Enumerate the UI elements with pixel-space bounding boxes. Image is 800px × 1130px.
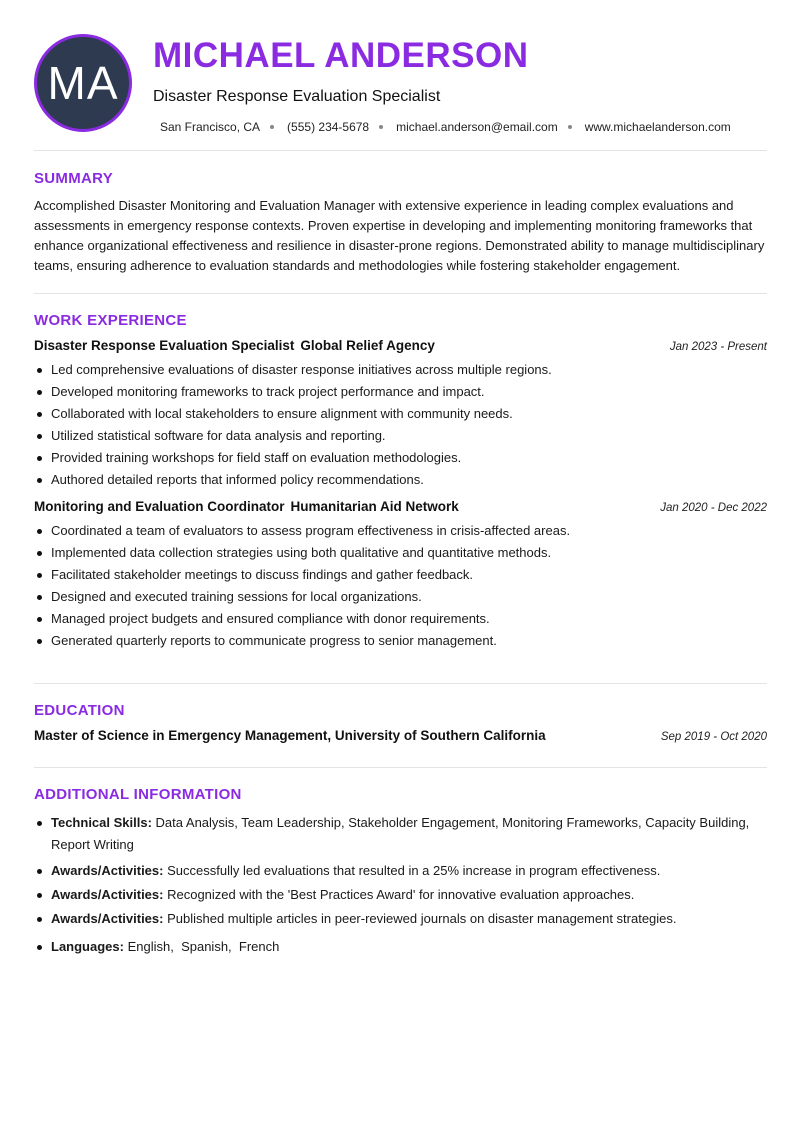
additional-heading: ADDITIONAL INFORMATION: [34, 786, 242, 803]
summary-section: [34, 151, 767, 294]
education-section: [34, 684, 767, 768]
experience-heading: WORK EXPERIENCE: [34, 312, 187, 329]
item-text: Successfully led evaluations that resulted in a 25% increase in program effectiveness.: [167, 863, 661, 878]
education-dates: Sep 2019 - Oct 2020: [660, 731, 767, 743]
list-item: Managed project budgets and ensured compliance with donor requirements.: [34, 608, 767, 630]
contact-website[interactable]: www.michaelanderson.com: [584, 120, 731, 134]
item-label: Languages:: [51, 939, 124, 954]
separator-dot-icon: [568, 125, 572, 129]
job-dates: Jan 2023 - Present: [669, 341, 767, 353]
list-item: [34, 812, 767, 856]
job-role: Monitoring and Evaluation Coordinator: [34, 499, 285, 514]
list-item: Facilitated stakeholder meetings to discuss findings and gather feedback.: [34, 564, 767, 586]
contact-phone: (555) 234-5678: [287, 120, 370, 134]
job-role: Disaster Response Evaluation Specialist: [34, 338, 295, 353]
separator-dot-icon: [270, 125, 274, 129]
additional-section: [34, 768, 767, 958]
job-company: Global Relief Agency: [300, 338, 435, 353]
item-label: Awards/Activities:: [51, 887, 164, 902]
summary-text: Accomplished Disaster Monitoring and Evaluation Manager with extensive experience in leading complex evaluations and assessments in emergency response contexts. Proven expertise in developing and implementing monitoring frameworks that enhance organizational effectiveness and resilience in disaster-prone regions. Demonstrated ability to manage multidisciplinary teams, ensuring adherence to evaluation standards and methodologies while fostering stakeholder engagement.: [34, 198, 765, 273]
avatar-initials: MA: [47, 57, 119, 109]
contact-location: San Francisco, CA: [160, 120, 261, 134]
list-item: Provided training workshops for field staff on evaluation methodologies.: [34, 447, 767, 469]
list-item: Utilized statistical software for data analysis and reporting.: [34, 425, 767, 447]
list-item: Developed monitoring frameworks to track project performance and impact.: [34, 381, 767, 403]
education-entry: [34, 728, 767, 743]
list-item: Coordinated a team of evaluators to assess program effectiveness in crisis-affected areas.: [34, 520, 767, 542]
job-header: [34, 338, 767, 353]
list-item: Collaborated with local stakeholders to ensure alignment with community needs.: [34, 403, 767, 425]
job-header: [34, 499, 767, 514]
item-text: English, Spanish, French: [127, 939, 280, 954]
item-label: Awards/Activities:: [51, 911, 164, 926]
list-item: Authored detailed reports that informed policy recommendations.: [34, 469, 767, 491]
job-dates: Jan 2020 - Dec 2022: [660, 502, 767, 514]
item-text: Published multiple articles in peer-reviewed journals on disaster management strategies.: [167, 911, 677, 926]
list-item: [34, 908, 767, 930]
job-entry: [34, 499, 767, 652]
item-label: Technical Skills:: [51, 815, 152, 830]
contact-bar: [160, 120, 731, 134]
education-heading: EDUCATION: [34, 702, 125, 719]
job-bullets: [34, 359, 767, 491]
avatar: [34, 34, 132, 132]
resume-header: [34, 0, 767, 151]
list-item: [34, 884, 767, 906]
item-text: Data Analysis, Team Leadership, Stakeholder Engagement, Monitoring Frameworks, Capacity Building, Report Writing: [51, 815, 750, 852]
job-bullets: [34, 520, 767, 652]
candidate-title: Disaster Response Evaluation Specialist: [153, 88, 441, 105]
list-item: Implemented data collection strategies using both qualitative and quantitative methods.: [34, 542, 767, 564]
job-company: Humanitarian Aid Network: [290, 499, 459, 514]
education-degree: Master of Science in Emergency Management, University of Southern California: [34, 728, 546, 743]
job-entry: [34, 338, 767, 491]
list-item: Generated quarterly reports to communicate progress to senior management.: [34, 630, 767, 652]
additional-list: [34, 812, 767, 958]
item-text: Recognized with the 'Best Practices Award' for innovative evaluation approaches.: [167, 887, 635, 902]
list-item: [34, 860, 767, 882]
experience-section: [34, 294, 767, 684]
separator-dot-icon: [379, 125, 383, 129]
item-label: Awards/Activities:: [51, 863, 164, 878]
list-item: [34, 936, 767, 958]
summary-heading: SUMMARY: [34, 170, 114, 187]
list-item: Led comprehensive evaluations of disaster response initiatives across multiple regions.: [34, 359, 767, 381]
list-item: Designed and executed training sessions for local organizations.: [34, 586, 767, 608]
contact-email[interactable]: michael.anderson@email.com: [396, 120, 558, 134]
candidate-name: MICHAEL ANDERSON: [153, 36, 529, 75]
